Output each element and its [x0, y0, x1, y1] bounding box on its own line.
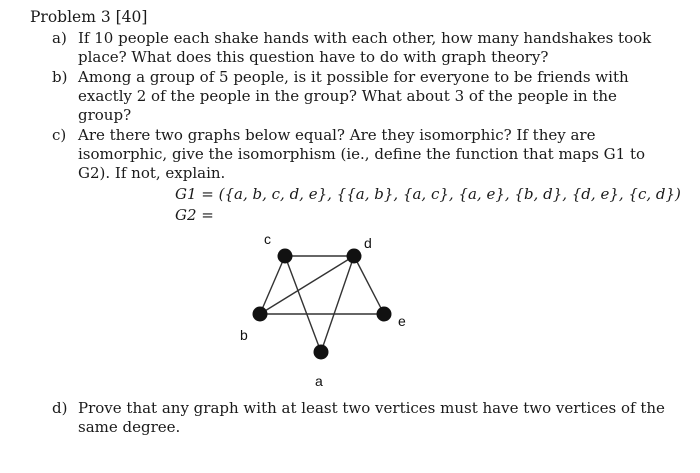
g1-definition: G1 = ({a, b, c, d, e}, {{a, b}, {a, c}, {a, e}, {b, d}, {d, e}, {c, d})	[175, 185, 681, 203]
vertex-label-e: e	[398, 313, 406, 329]
graph-vertices	[253, 249, 392, 360]
vertex-label-c: c	[264, 231, 271, 247]
part-a-text: If 10 people each shake hands with each other, how many handshakes took place? What does this question have to do with graph theory?	[78, 29, 652, 66]
vertex-a	[314, 345, 329, 360]
part-b-text: Among a group of 5 people, is it possible for everyone to be friends with exactly 2 of the people in the group? What about 3 of the people in the group?	[78, 68, 629, 124]
part-c-text: Are there two graphs below equal? Are they isomorphic? If they are isomorphic, give the isomorphism (ie., define the function that maps G1 to G2). If not, explain.	[78, 126, 646, 182]
vertex-e	[377, 307, 392, 322]
graph-edges	[260, 256, 384, 352]
edge-d-e	[354, 256, 384, 314]
edge-d-a	[321, 256, 354, 352]
vertex-c	[278, 249, 293, 264]
vertex-label-a: a	[315, 373, 323, 389]
problem-title: Problem 3 [40]	[30, 8, 148, 26]
part-a-label: a)	[52, 29, 67, 47]
part-b-label: b)	[52, 68, 68, 86]
vertex-label-b: b	[240, 327, 248, 343]
edge-c-a	[285, 256, 321, 352]
vertex-b	[253, 307, 268, 322]
vertex-label-d: d	[364, 235, 372, 251]
part-d-text: Prove that any graph with at least two vertices must have two vertices of the same degree.	[78, 399, 665, 436]
edge-c-b	[260, 256, 285, 314]
edge-d-b	[260, 256, 354, 314]
vertex-d	[347, 249, 362, 264]
part-d-label: d)	[52, 399, 68, 417]
part-c-label: c)	[52, 126, 67, 144]
g2-definition: G2 =	[175, 206, 214, 224]
